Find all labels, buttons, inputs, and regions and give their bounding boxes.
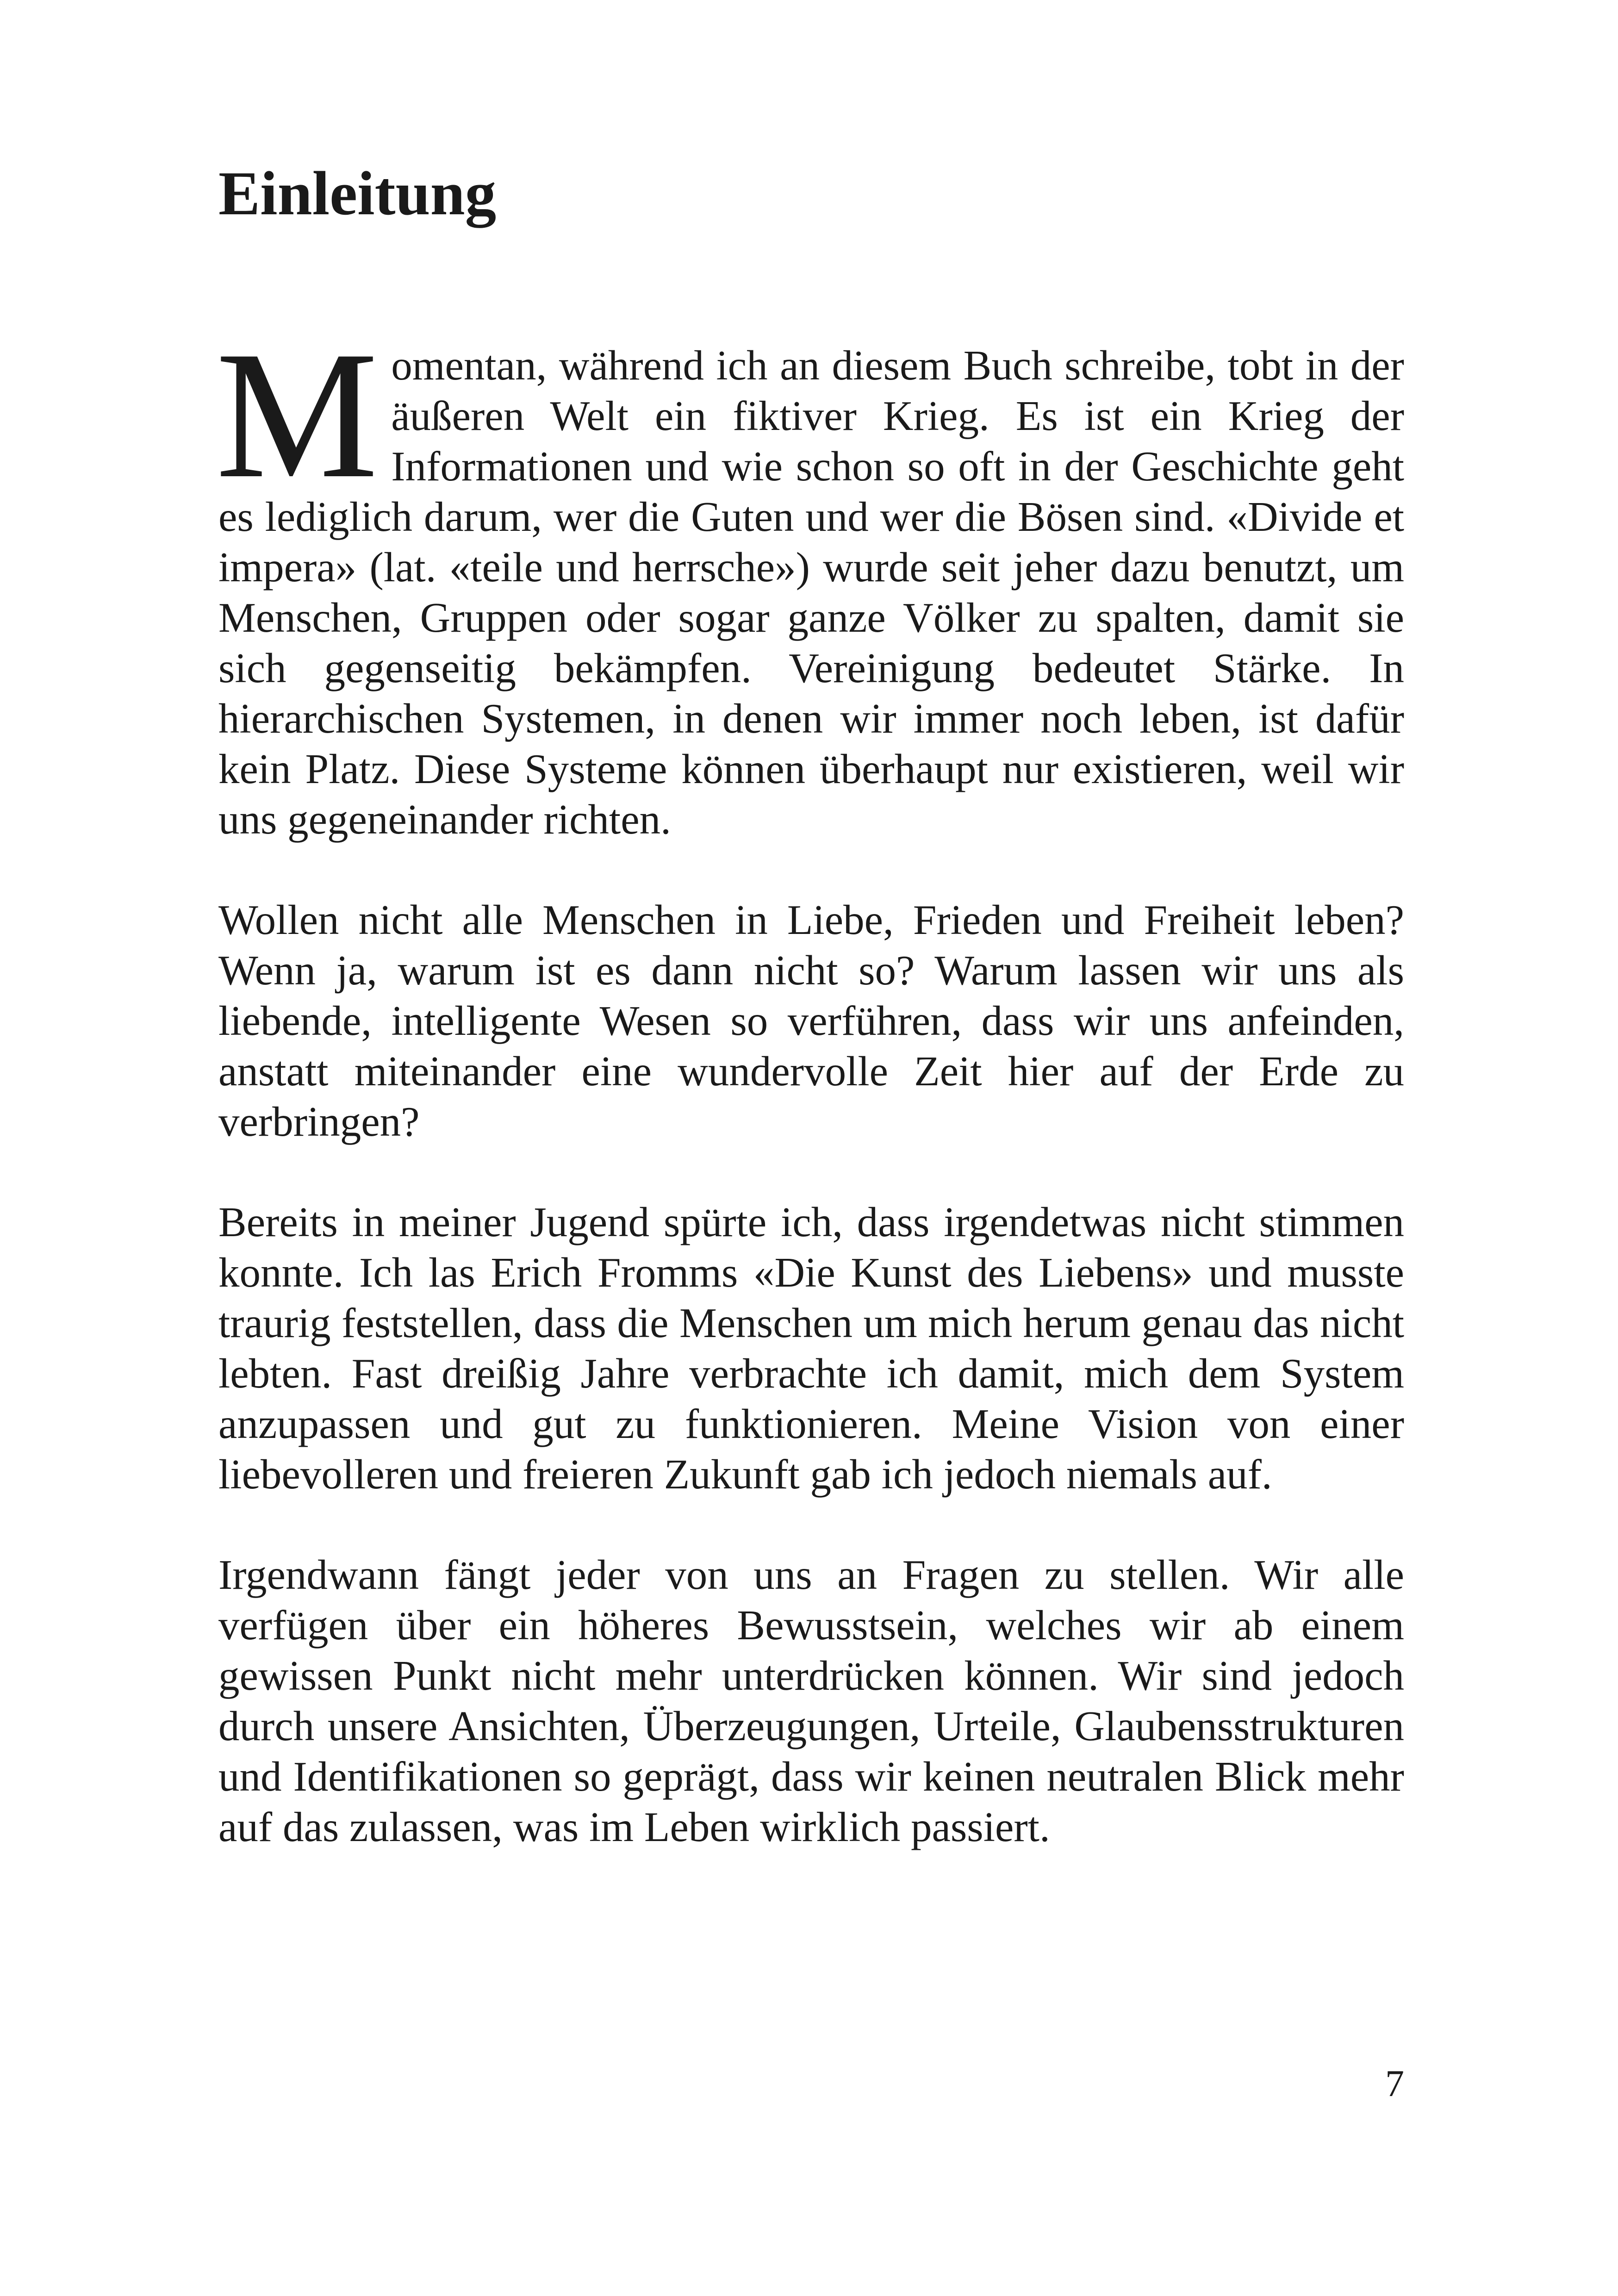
paragraph-4 — [218, 1549, 1404, 1852]
paragraph-2 — [218, 895, 1404, 1147]
paragraph-text: Bereits in meiner Jugend spürte ich, dass irgendetwas nicht stimmen konnte. Ich las Erich Fromms «Die Kunst des Liebens» und musste traurig feststellen, dass die Menschen um mich herum genau das nicht lebten. Fast dreißig Jahre verbrachte ich damit, mich dem System anzupassen und gut zu funktionieren. Meine Vision von einer liebevolleren und freieren Zukunft gab ich jedoch niemals auf. — [218, 1199, 1404, 1498]
paragraph-text: Irgendwann fängt jeder von uns an Fragen zu stellen. Wir alle verfügen über ein höheres Bewusstsein, welches wir ab einem gewissen Punkt nicht mehr unterdrücken können. Wir sind jedoch durch unsere Ansichten, Überzeugungen, Urteile, Glaubensstrukturen und Identifikationen so geprägt, dass wir keinen neutralen Blick mehr auf das zulassen, was im Leben wirklich passiert. — [218, 1551, 1404, 1850]
page-number: 7 — [1385, 2062, 1404, 2104]
paragraph-text: Wollen nicht alle Menschen in Liebe, Frieden und Freiheit leben? Wenn ja, warum ist es dann nicht so? Warum lassen wir uns als liebende, intelligente Wesen so verführen, dass wir uns anfeinden, anstatt miteinander eine wundervolle Zeit hier auf der Erde zu verbringen? — [218, 896, 1404, 1145]
chapter-title: Einleitung — [218, 159, 497, 228]
paragraph-3 — [218, 1197, 1404, 1500]
body-text — [216, 314, 1404, 1902]
drop-cap: M — [216, 314, 379, 516]
paragraph-text: omentan, während ich an diesem Buch schreibe, tobt in der äußeren Welt ein fiktiver Krieg. Es ist ein Krieg der Informationen und wie schon so oft in der Geschichte geht es lediglich darum, wer die Guten und wer die Bösen sind. «Divide et impera» (lat. «teile und herrsche») wurde seit jeher dazu benutzt, um Menschen, Gruppen oder sogar ganze Völker zu spalten, damit sie sich gegenseitig bekämpfen. Vereinigung bedeutet Stärke. In hierarchischen Systemen, in denen wir immer noch leben, ist dafür kein Platz. Diese Systeme können überhaupt nur existieren, weil wir uns gegeneinander richten. — [218, 342, 1404, 843]
paragraph-1 — [216, 314, 1404, 845]
